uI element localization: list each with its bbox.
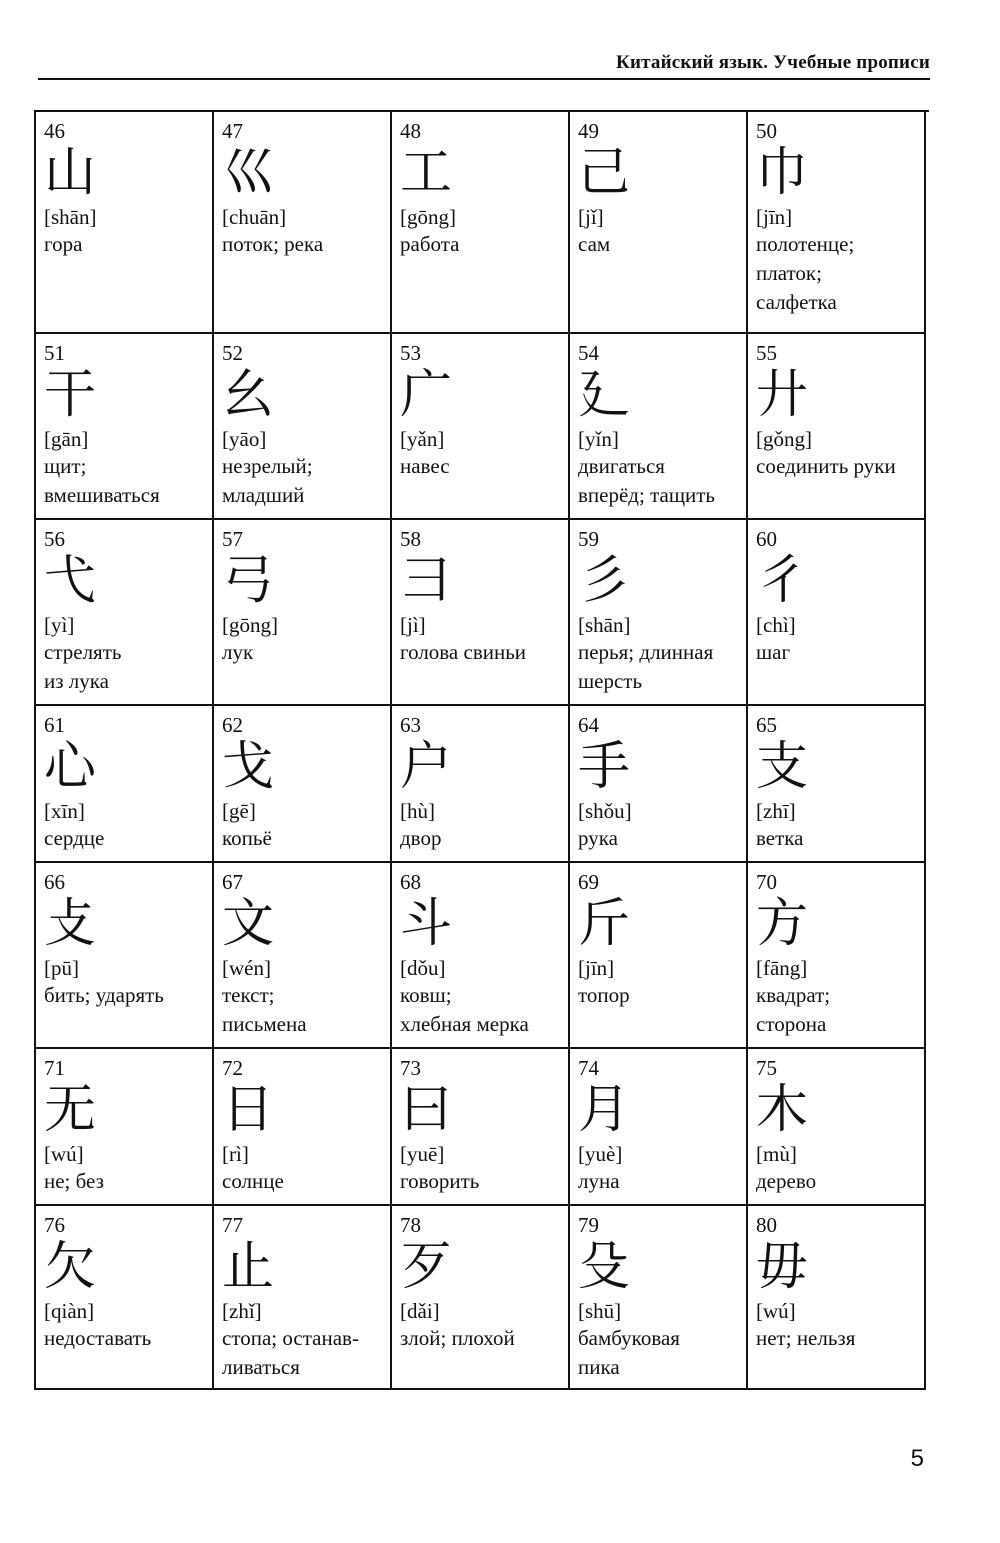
radical-pinyin: [shǒu] xyxy=(578,799,632,823)
radical-pinyin: [gān] xyxy=(44,427,89,451)
radical-number: 79 xyxy=(578,1213,599,1237)
radical-meaning: бить; ударять xyxy=(44,983,164,1007)
radical-character: 无 xyxy=(44,1080,97,1140)
radical-character: 广 xyxy=(400,365,453,425)
radical-pinyin: [yuē] xyxy=(400,1142,445,1166)
radical-number: 65 xyxy=(756,713,777,737)
radical-number: 49 xyxy=(578,119,599,143)
radical-pinyin: [dǒu] xyxy=(400,956,446,980)
radical-meaning: стопа; останав- ливаться xyxy=(222,1326,359,1379)
radical-cell xyxy=(748,334,926,520)
radical-character: 彳 xyxy=(756,551,809,611)
radical-number: 80 xyxy=(756,1213,777,1237)
radical-pinyin: [yì] xyxy=(44,613,75,637)
radical-pinyin: [hù] xyxy=(400,799,435,823)
radical-cell xyxy=(392,520,570,706)
radical-meaning: сердце xyxy=(44,826,105,850)
radical-meaning: ветка xyxy=(756,826,804,850)
radical-number: 57 xyxy=(222,527,243,551)
radical-meaning: двигаться вперёд; тащить xyxy=(578,454,715,507)
radical-cell xyxy=(748,112,926,334)
radical-cell xyxy=(36,1206,214,1390)
radical-cell xyxy=(214,1206,392,1390)
radical-cell xyxy=(570,112,748,334)
radical-cell xyxy=(36,1049,214,1206)
radical-number: 52 xyxy=(222,341,243,365)
radical-character: 彐 xyxy=(400,551,453,611)
radical-number: 66 xyxy=(44,870,65,894)
radical-meaning: злой; плохой xyxy=(400,1326,515,1350)
radical-character: 己 xyxy=(578,143,631,203)
radical-cell xyxy=(748,863,926,1049)
radical-meaning: дерево xyxy=(756,1169,817,1193)
radical-pinyin: [wén] xyxy=(222,956,271,980)
radical-meaning: полотенце; платок; салфетка xyxy=(756,232,855,314)
radical-cell xyxy=(748,1049,926,1206)
radical-meaning: луна xyxy=(578,1169,620,1193)
radical-pinyin: [shān] xyxy=(44,205,97,229)
radical-number: 63 xyxy=(400,713,421,737)
radical-number: 75 xyxy=(756,1056,777,1080)
radical-meaning: незрелый; младший xyxy=(222,454,313,507)
radical-cell xyxy=(570,863,748,1049)
radical-character: 殳 xyxy=(578,1237,631,1297)
radical-number: 70 xyxy=(756,870,777,894)
radical-character: 巾 xyxy=(756,143,809,203)
radical-character: 弋 xyxy=(44,551,97,611)
radical-cell xyxy=(392,334,570,520)
radical-number: 56 xyxy=(44,527,65,551)
radical-cell xyxy=(214,334,392,520)
radical-meaning: говорить xyxy=(400,1169,480,1193)
radical-number: 50 xyxy=(756,119,777,143)
radical-character: 山 xyxy=(44,143,97,203)
radical-character: 手 xyxy=(578,737,631,797)
radical-cell xyxy=(214,863,392,1049)
radical-number: 53 xyxy=(400,341,421,365)
radical-cell xyxy=(392,1206,570,1390)
radical-pinyin: [jīn] xyxy=(578,956,615,980)
radical-cell xyxy=(570,1206,748,1390)
radical-meaning: сам xyxy=(578,232,611,256)
radical-pinyin: [wú] xyxy=(44,1142,84,1166)
radical-meaning: голова свиньи xyxy=(400,640,527,664)
grid-row xyxy=(36,706,929,863)
radical-pinyin: [yāo] xyxy=(222,427,267,451)
radical-number: 74 xyxy=(578,1056,599,1080)
radical-cell xyxy=(214,112,392,334)
radical-character: 彡 xyxy=(578,551,631,611)
radical-meaning: недоставать xyxy=(44,1326,152,1350)
radical-cell xyxy=(214,520,392,706)
page-number: 5 xyxy=(910,1445,924,1472)
grid-row xyxy=(36,863,929,1049)
radical-meaning: солнце xyxy=(222,1169,284,1193)
radical-meaning: двор xyxy=(400,826,442,850)
radical-cell xyxy=(36,334,214,520)
radical-character: 斗 xyxy=(400,894,453,954)
radical-number: 73 xyxy=(400,1056,421,1080)
radical-cell xyxy=(214,1049,392,1206)
radical-cell xyxy=(748,706,926,863)
header-divider xyxy=(38,78,930,80)
radical-character: 弓 xyxy=(222,551,275,611)
radical-meaning: бамбуковая пика xyxy=(578,1326,680,1379)
radical-meaning: шаг xyxy=(756,640,791,664)
radical-character: 毋 xyxy=(756,1237,809,1297)
radical-number: 47 xyxy=(222,119,243,143)
radical-number: 64 xyxy=(578,713,599,737)
grid-row xyxy=(36,1049,929,1206)
radical-character: 日 xyxy=(222,1080,275,1140)
radical-character: 廴 xyxy=(578,365,631,425)
radical-number: 51 xyxy=(44,341,65,365)
radical-number: 69 xyxy=(578,870,599,894)
radical-number: 78 xyxy=(400,1213,421,1237)
grid-row xyxy=(36,520,929,706)
grid-row xyxy=(36,1206,929,1390)
radical-pinyin: [zhī] xyxy=(756,799,796,823)
radical-meaning: рука xyxy=(578,826,618,850)
radical-pinyin: [qiàn] xyxy=(44,1299,95,1323)
radical-cell xyxy=(748,1206,926,1390)
radical-number: 54 xyxy=(578,341,599,365)
radical-number: 61 xyxy=(44,713,65,737)
radical-pinyin: [dǎi] xyxy=(400,1299,440,1323)
radical-number: 46 xyxy=(44,119,65,143)
radical-pinyin: [jǐ] xyxy=(578,205,604,229)
radical-character: 心 xyxy=(44,737,97,797)
radical-cell xyxy=(392,706,570,863)
radical-meaning: копьё xyxy=(222,826,272,850)
radical-character: 木 xyxy=(756,1080,809,1140)
radical-meaning: гора xyxy=(44,232,83,256)
radical-cell xyxy=(570,334,748,520)
radical-character: 欠 xyxy=(44,1237,97,1297)
radical-number: 71 xyxy=(44,1056,65,1080)
radical-character: 月 xyxy=(578,1080,631,1140)
radical-number: 60 xyxy=(756,527,777,551)
radical-cell xyxy=(214,706,392,863)
radical-pinyin: [yǐn] xyxy=(578,427,619,451)
radical-cell xyxy=(392,863,570,1049)
radical-pinyin: [mù] xyxy=(756,1142,797,1166)
radical-number: 76 xyxy=(44,1213,65,1237)
grid-row xyxy=(36,334,929,520)
radical-pinyin: [chuān] xyxy=(222,205,287,229)
radical-meaning: топор xyxy=(578,983,630,1007)
radical-meaning: щит; вмешиваться xyxy=(44,454,160,507)
radical-meaning: не; без xyxy=(44,1169,104,1193)
radical-pinyin: [pū] xyxy=(44,956,79,980)
radical-pinyin: [zhǐ] xyxy=(222,1299,262,1323)
radical-character: 攴 xyxy=(44,894,97,954)
radical-character: 户 xyxy=(400,737,453,797)
radical-character: 方 xyxy=(756,894,809,954)
radical-meaning: стрелять из лука xyxy=(44,640,122,693)
radical-character: 巛 xyxy=(222,143,275,203)
radical-cell xyxy=(570,520,748,706)
radical-character: 歹 xyxy=(400,1237,453,1297)
radical-cell xyxy=(392,112,570,334)
radical-meaning: перья; длинная шерсть xyxy=(578,640,714,693)
radical-pinyin: [jì] xyxy=(400,613,426,637)
radical-number: 77 xyxy=(222,1213,243,1237)
radical-pinyin: [gōng] xyxy=(222,613,278,637)
radical-cell xyxy=(392,1049,570,1206)
radical-cell xyxy=(36,520,214,706)
radical-character: 戈 xyxy=(222,737,275,797)
radical-pinyin: [jīn] xyxy=(756,205,793,229)
radical-number: 68 xyxy=(400,870,421,894)
radical-cell xyxy=(36,112,214,334)
radical-number: 62 xyxy=(222,713,243,737)
radical-pinyin: [shān] xyxy=(578,613,631,637)
radical-character: 廾 xyxy=(756,365,809,425)
radical-character: 斤 xyxy=(578,894,631,954)
radical-pinyin: [chì] xyxy=(756,613,796,637)
radical-pinyin: [wú] xyxy=(756,1299,796,1323)
radical-character: 文 xyxy=(222,894,275,954)
radical-number: 55 xyxy=(756,341,777,365)
radical-meaning: соединить руки xyxy=(756,454,896,478)
radical-number: 67 xyxy=(222,870,243,894)
radical-grid xyxy=(34,110,929,1390)
radical-number: 58 xyxy=(400,527,421,551)
header-title: Китайский язык. Учебные прописи xyxy=(615,52,930,73)
radical-cell xyxy=(570,1049,748,1206)
radical-meaning: квадрат; сторона xyxy=(756,983,831,1036)
radical-character: 幺 xyxy=(222,365,275,425)
radical-pinyin: [xīn] xyxy=(44,799,85,823)
radical-number: 48 xyxy=(400,119,421,143)
grid-row xyxy=(36,112,929,334)
radical-meaning: поток; река xyxy=(222,232,324,256)
radical-number: 59 xyxy=(578,527,599,551)
radical-character: 止 xyxy=(222,1237,275,1297)
radical-character: 工 xyxy=(400,143,453,203)
radical-meaning: текст; письмена xyxy=(222,983,307,1036)
radical-meaning: навес xyxy=(400,454,450,478)
radical-character: 干 xyxy=(44,365,97,425)
radical-cell xyxy=(748,520,926,706)
radical-character: 曰 xyxy=(400,1080,453,1140)
radical-number: 72 xyxy=(222,1056,243,1080)
radical-pinyin: [rì] xyxy=(222,1142,249,1166)
radical-meaning: работа xyxy=(400,232,460,256)
radical-meaning: нет; нельзя xyxy=(756,1326,856,1350)
radical-pinyin: [shū] xyxy=(578,1299,622,1323)
radical-cell xyxy=(570,706,748,863)
radical-meaning: лук xyxy=(222,640,254,664)
radical-pinyin: [gǒng] xyxy=(756,427,812,451)
radical-pinyin: [yuè] xyxy=(578,1142,623,1166)
radical-pinyin: [fāng] xyxy=(756,956,808,980)
radical-meaning: ковш; хлебная мерка xyxy=(400,983,529,1036)
radical-pinyin: [gē] xyxy=(222,799,256,823)
radical-cell xyxy=(36,863,214,1049)
radical-cell xyxy=(36,706,214,863)
radical-character: 支 xyxy=(756,737,809,797)
radical-pinyin: [gōng] xyxy=(400,205,456,229)
radical-pinyin: [yǎn] xyxy=(400,427,445,451)
